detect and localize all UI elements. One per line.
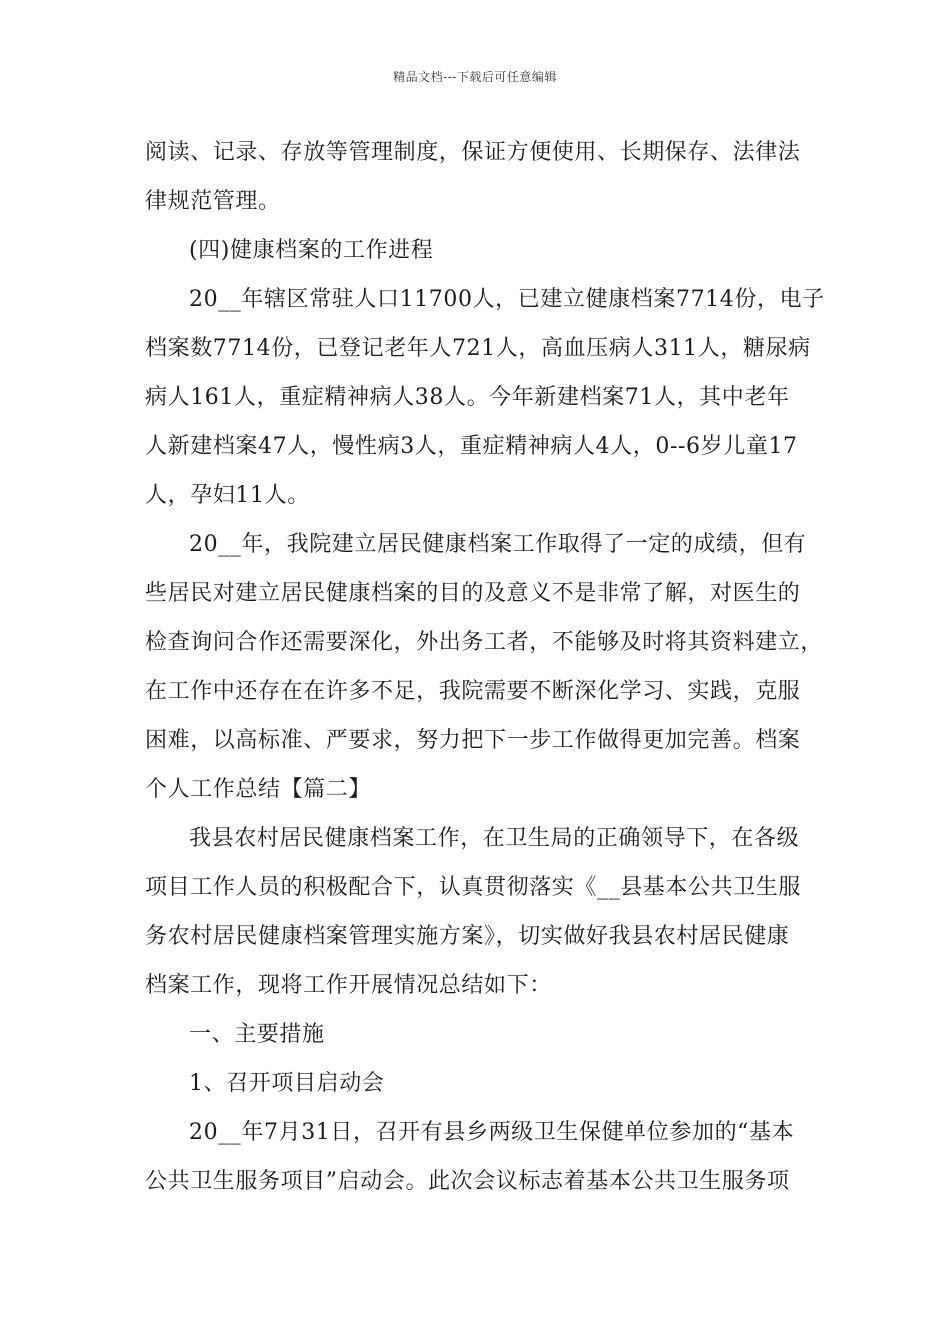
text-line: 人新建档案47人，慢性病3人，重症精神病人4人，0--6岁儿童17: [145, 434, 798, 459]
text-line: 20__年辖区常驻人口11700人，已建立健康档案7714份，电子: [189, 287, 825, 312]
text-line: 档案数7714份，已登记老年人721人，高血压病人311人，糖尿病: [145, 336, 811, 361]
text-line: 务农村居民健康档案管理实施方案》，切实做好我县农村居民健康: [145, 924, 790, 949]
text-line: 病人161人，重症精神病人38人。今年新建档案71人，其中老年: [145, 385, 790, 410]
text-line: 档案工作，现将工作开展情况总结如下：: [145, 973, 552, 998]
text-line: 些居民对建立居民健康档案的目的及意义不是非常了解，对医生的: [145, 581, 801, 606]
subsection-heading: 1、召开项目启动会: [189, 1071, 385, 1096]
text-line: 律规范管理。: [145, 189, 281, 214]
text-line: 困难，以高标准、严要求，努力把下一步工作做得更加完善。档案: [145, 728, 801, 753]
text-line: 人，孕妇11人。: [145, 483, 310, 508]
text-line: 检查询问合作还需要深化，外出务工者，不能够及时将其资料建立，: [145, 630, 824, 655]
text-line: 公共卫生服务项目”启动会。此次会议标志着基本公共卫生服务项: [145, 1169, 790, 1194]
text-line: 20__年7月31日，召开有县乡两级卫生保健单位参加的“基本: [189, 1120, 795, 1145]
text-line: 在工作中还存在在许多不足，我院需要不断深化学习、实践，克服: [145, 679, 801, 704]
text-line: 项目工作人员的积极配合下，认真贯彻落实《__县基本公共卫生服: [145, 875, 802, 900]
section-heading: 一、主要措施: [189, 1022, 325, 1047]
page-header: 精品文档---下载后可任意编辑: [393, 70, 557, 84]
text-line: 阅读、记录、存放等管理制度，保证方便使用、长期保存、法律法: [145, 140, 801, 165]
document-body: [145, 128, 825, 1206]
text-line: 我县农村居民健康档案工作，在卫生局的正确领导下，在各级: [189, 826, 800, 851]
text-line: 个人工作总结【篇二】: [145, 777, 372, 802]
text-line: 20__年，我院建立居民健康档案工作取得了一定的成绩，但有: [189, 532, 807, 557]
section-heading: (四)健康档案的工作进程: [189, 238, 434, 263]
